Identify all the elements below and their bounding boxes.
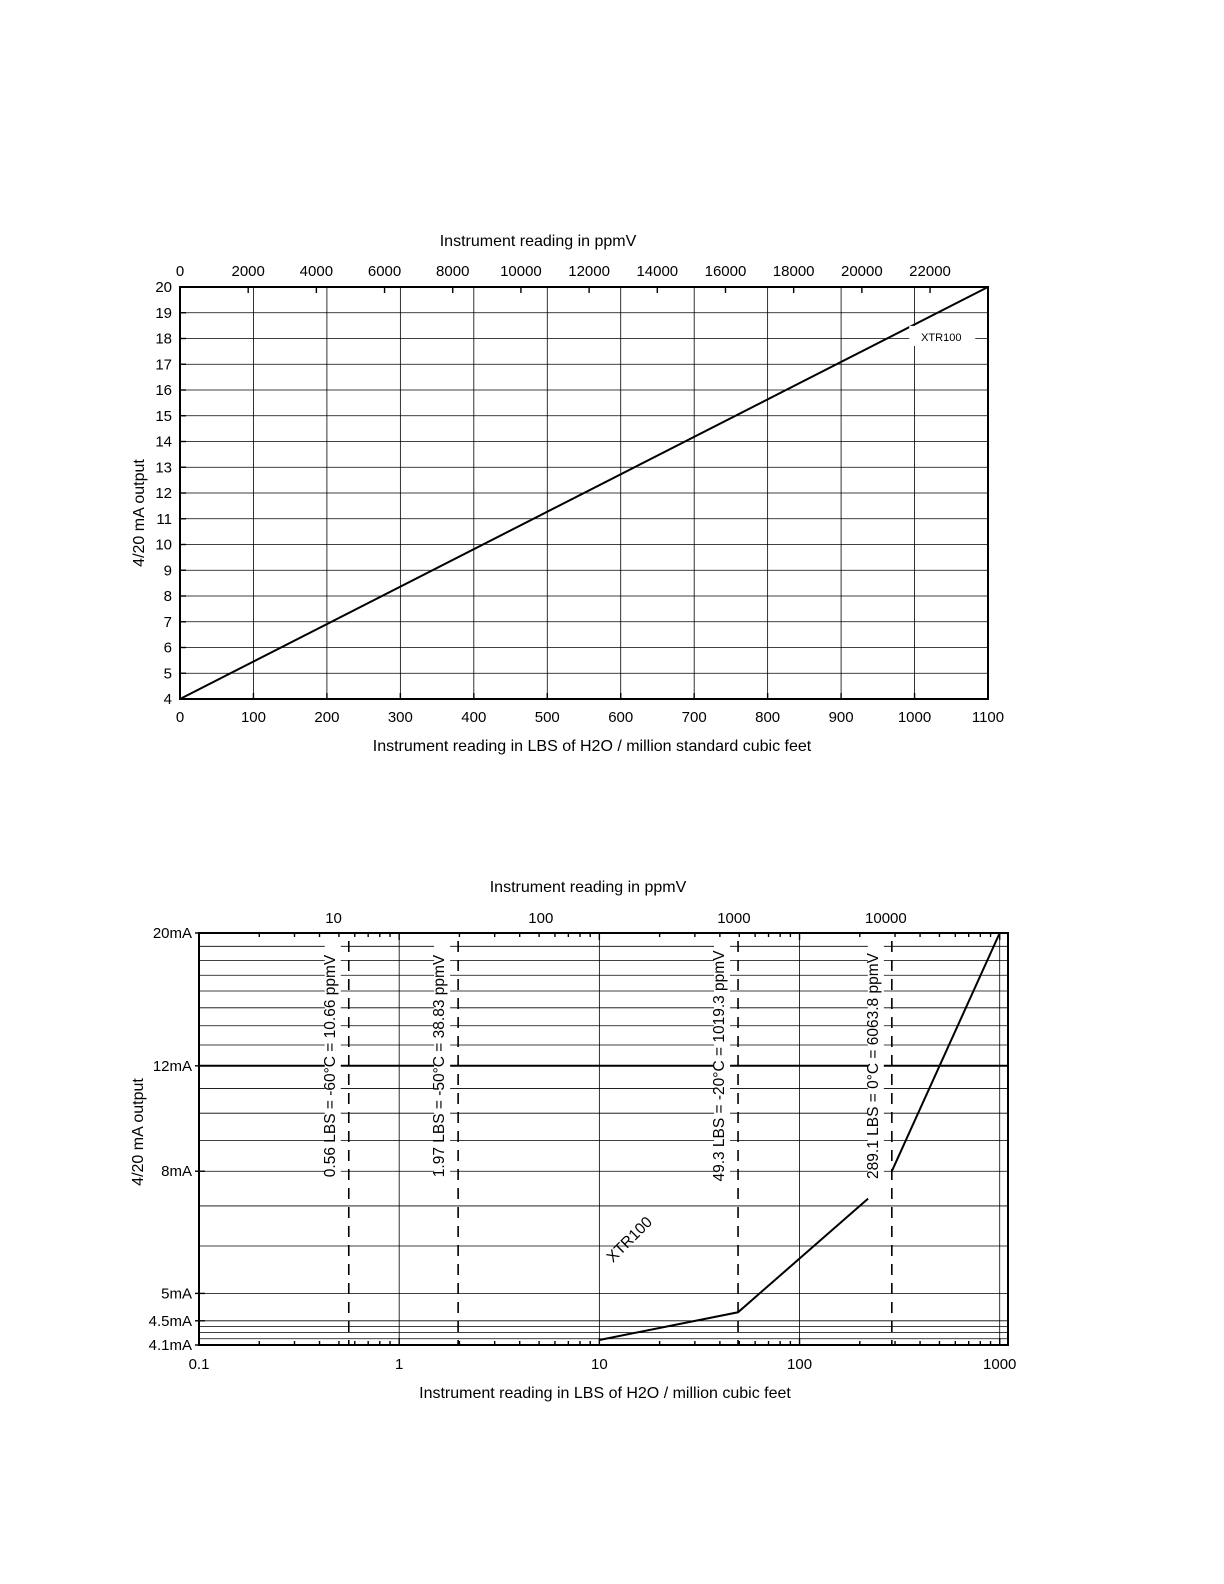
y-tick-label: 11 [156, 510, 172, 528]
top-tick-label: 10 [325, 910, 342, 927]
linear-chart-x-axis-label: Instrument reading in LBS of H2O / million standard cubic feet [372, 738, 812, 755]
y-tick-label: 4.5mA [148, 1312, 192, 1330]
y-tick-label: 18 [155, 330, 172, 348]
y-tick-label: 16 [155, 382, 172, 399]
reference-label: 289.1 LBS = 0°C = 6063.8 ppmV [864, 953, 882, 1179]
top-tick-label: 100 [528, 910, 554, 927]
x-tick-label: 700 [681, 709, 707, 726]
y-tick-label: 8mA [161, 1163, 192, 1181]
top-tick-label: 22000 [909, 263, 951, 280]
x-tick-label: 100 [240, 709, 266, 726]
y-tick-label: 20mA [152, 925, 192, 942]
top-tick-label: 12000 [568, 263, 610, 280]
y-tick-label: 10 [155, 536, 172, 554]
linear-chart-y-axis-label: 4/20 mA output [131, 459, 148, 567]
y-tick-label: 17 [155, 356, 172, 374]
x-tick-label: 10 [591, 1356, 608, 1373]
y-tick-label: 5 [163, 665, 172, 683]
top-tick-label: 4000 [299, 263, 334, 280]
x-tick-label: 1100 [971, 709, 1005, 726]
y-tick-label: 9 [163, 562, 172, 580]
top-tick-label: 20000 [840, 263, 883, 280]
top-tick-label: 10000 [865, 910, 907, 927]
top-tick-label: 0 [175, 263, 185, 280]
y-tick-label: 5mA [161, 1285, 192, 1303]
y-tick-label: 12 [155, 485, 172, 502]
top-tick-label: 2000 [231, 263, 265, 280]
top-tick-label: 14000 [636, 263, 679, 280]
x-tick-label: 400 [461, 709, 487, 726]
x-tick-label: 100 [787, 1356, 813, 1373]
x-tick-label: 300 [387, 709, 413, 726]
series-line-xtr100 [892, 933, 1000, 1171]
top-tick-label: 10000 [500, 263, 542, 280]
log-chart [130, 879, 1016, 1402]
log-chart-y-axis-label: 4/20 mA output [130, 1078, 147, 1186]
x-tick-label: 800 [755, 709, 781, 726]
x-tick-label: 600 [608, 709, 634, 726]
reference-label: 49.3 LBS = -20°C = 1019.3 ppmV [711, 950, 729, 1182]
log-chart-reference-lines [322, 940, 892, 1345]
series-label-xtr100: XTR100 [921, 331, 962, 344]
reference-label: 1.97 LBS = -50°C = 38.83 ppmV [431, 954, 449, 1178]
x-tick-label: 500 [534, 709, 560, 726]
series-label-xtr100: XTR100 [603, 1213, 656, 1266]
top-tick-label: 1000 [717, 910, 751, 927]
top-tick-label: 6000 [367, 263, 402, 280]
log-chart-frame [199, 933, 1008, 1345]
y-tick-label: 6 [163, 639, 172, 657]
x-tick-label: 900 [828, 709, 854, 726]
log-chart-labels [149, 910, 1017, 1373]
y-tick-label: 15 [155, 407, 172, 425]
reference-label: 0.56 LBS = -60°C = 10.66 ppmV [321, 954, 339, 1178]
linear-chart [131, 233, 1004, 755]
x-tick-label: 1000 [983, 1356, 1017, 1373]
y-tick-label: 14 [155, 433, 172, 451]
top-tick-label: 18000 [772, 263, 815, 280]
log-chart-x-axis-label: Instrument reading in LBS of H2O / million cubic feet [419, 1385, 791, 1402]
y-tick-label: 4.1mA [148, 1337, 192, 1354]
y-tick-label: 19 [155, 304, 172, 322]
y-tick-label: 4 [163, 691, 172, 708]
top-tick-label: 16000 [704, 263, 747, 280]
x-tick-label: 200 [314, 709, 340, 726]
x-tick-label: 0 [175, 709, 185, 726]
log-chart-top-axis-label: Instrument reading in ppmV [489, 879, 687, 896]
top-tick-label: 8000 [436, 263, 470, 280]
y-tick-label: 13 [155, 459, 172, 477]
x-tick-label: 0.1 [188, 1356, 210, 1373]
linear-chart-top-axis-label: Instrument reading in ppmV [439, 233, 637, 250]
y-tick-label: 12mA [152, 1057, 192, 1075]
log-chart-grid [199, 933, 1008, 1345]
x-tick-label: 1 [395, 1356, 404, 1373]
x-tick-label: 1000 [897, 709, 932, 726]
y-tick-label: 7 [163, 613, 172, 631]
y-tick-label: 8 [163, 588, 172, 605]
y-tick-label: 20 [155, 279, 172, 296]
